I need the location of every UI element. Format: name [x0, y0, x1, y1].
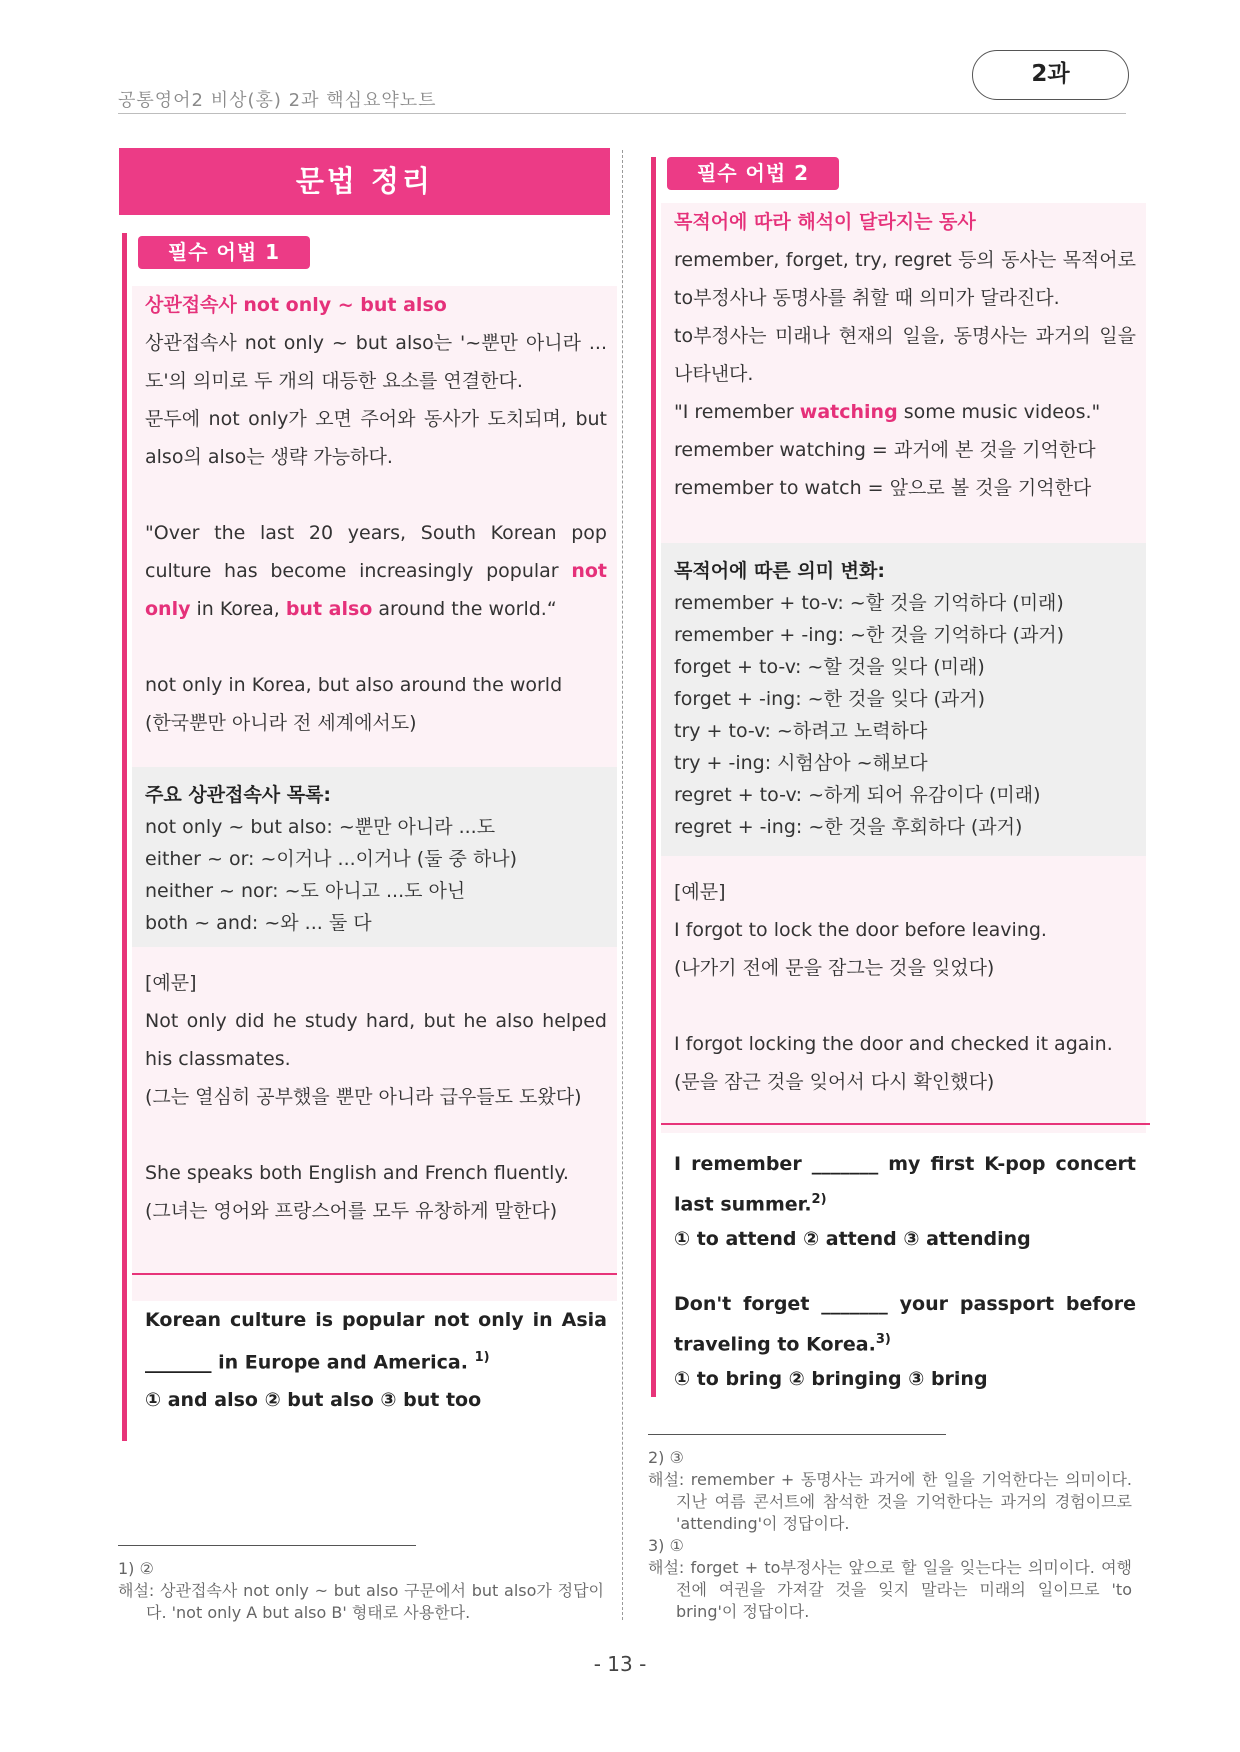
section-rule — [132, 1273, 617, 1275]
examples-label: [예문] — [674, 881, 726, 903]
example-sentence: Not only did he study hard, but he also helped his classmates. — [145, 1010, 607, 1070]
footnote-number: 2) ③ — [648, 1448, 684, 1467]
grammar-section-2 — [651, 157, 1141, 1397]
practice-question-3 — [661, 1287, 1146, 1397]
quote-text: in Korea, — [190, 598, 286, 620]
list-item: forget + -ing: ~한 것을 잊다 (과거) — [674, 688, 986, 710]
list-item: regret + to-v: ~하게 되어 유감이다 (미래) — [674, 784, 1041, 806]
list-item: both ~ and: ~와 ... 둘 다 — [145, 912, 372, 934]
examples-block-2 — [661, 856, 1146, 1133]
example-sentence: I forgot locking the door and checked it again. — [674, 1033, 1113, 1055]
explanation-paragraph: 상관접속사 not only ~ but also는 '~뿐만 아니라 ...도'의 의미로 두 개의 대등한 요소를 연결한다. — [145, 332, 607, 392]
answer-options: ① and also ② but also ③ but too — [145, 1389, 482, 1412]
example-translation: (그는 열심히 공부했을 뿐만 아니라 급우들도 도왔다) — [145, 1086, 582, 1108]
footnote-number: 3) ① — [648, 1536, 684, 1555]
list-title: 목적어에 따른 의미 변화: — [674, 560, 885, 582]
quote-highlight: not only — [145, 560, 607, 620]
practice-question-1 — [132, 1301, 617, 1421]
chapter-badge: 2과 — [972, 50, 1129, 100]
page-number: - 13 - — [593, 1652, 647, 1676]
answer-options: ① to bring ② bringing ③ bring — [674, 1368, 988, 1391]
list-item: regret + -ing: ~한 것을 후회하다 (과거) — [674, 816, 1023, 838]
footnote-ref: 2) — [811, 1192, 827, 1207]
list-item: remember + to-v: ~할 것을 기억하다 (미래) — [674, 592, 1064, 614]
quote-text: "Over the last 20 years, South Korean pop culture has become increasingly popular — [145, 522, 607, 582]
example-sentence: She speaks both English and French fluently. — [145, 1162, 569, 1184]
quote-highlight: but also — [285, 598, 373, 620]
question-stem: I remember _______ my first K-pop concert last summer. — [674, 1153, 1136, 1216]
question-text — [674, 1147, 1136, 1222]
question-stem: Korean culture is popular not only in Asia _______ in Europe and America. — [145, 1309, 607, 1374]
grammar-heading-1: 상관접속사 not only ~ but also — [145, 294, 447, 316]
main-title: 문법 정리 — [119, 148, 610, 215]
footnotes-left — [118, 1558, 604, 1624]
column-divider — [622, 150, 623, 1620]
example-quote — [145, 514, 607, 628]
explanation-paragraph: remember, forget, try, regret 등의 동사는 목적어로 to부정사나 동명사를 취할 때 의미가 달라진다. — [674, 249, 1136, 309]
section-rule — [661, 1123, 1150, 1125]
explanation-paragraph: to부정사는 미래나 현재의 일을, 동명사는 과거의 일을 나타낸다. — [674, 325, 1136, 385]
example-phrase-translation: (한국뿐만 아니라 전 세계에서도) — [145, 712, 417, 734]
grammar-heading-2: 목적어에 따라 해석이 달라지는 동사 — [674, 211, 976, 233]
list-item: remember + -ing: ~한 것을 기억하다 (과거) — [674, 624, 1065, 646]
list-title: 주요 상관접속사 목록: — [145, 784, 332, 806]
conjunction-list-block — [132, 767, 617, 947]
footnotes-right — [648, 1447, 1132, 1623]
list-item: try + to-v: ~하려고 노력하다 — [674, 720, 928, 742]
document-header-title: 공통영어2 비상(홍) 2과 핵심요약노트 — [118, 90, 437, 111]
example-translation: (문을 잠근 것을 잊어서 다시 확인했다) — [674, 1071, 995, 1093]
list-item: try + -ing: 시험삼아 ~해보다 — [674, 752, 928, 774]
examples-block-1 — [132, 947, 617, 1301]
practice-question-2 — [661, 1147, 1146, 1262]
quote-text: around the world.“ — [372, 598, 557, 620]
example-sentence: I forgot to lock the door before leaving. — [674, 919, 1047, 941]
footnote-rule-right — [648, 1434, 946, 1435]
list-item: either ~ or: ~이거나 ...이거나 (둘 중 하나) — [145, 848, 518, 870]
quote-text: "I remember — [674, 401, 800, 423]
footnote-text: 해설: remember + 동명사는 과거에 한 일을 기억한다는 의미이다. 지난 여름 콘서트에 참석한 것을 기억한다는 과거의 경험이므로 'attending'이 정답이다. — [648, 1470, 1132, 1533]
equation-line: remember to watch = 앞으로 볼 것을 기억한다 — [674, 477, 1092, 499]
list-item: neither ~ nor: ~도 아니고 ...도 아닌 — [145, 880, 466, 902]
quote-highlight: watching — [799, 401, 898, 423]
explanation-block-1 — [132, 286, 617, 787]
explanation-paragraph: 문두에 not only가 오면 주어와 동사가 도치되며, but also의 also는 생략 가능하다. — [145, 408, 607, 468]
footnote-text: 해설: 상관접속사 not only ~ but also 구문에서 but also가 정답이다. 'not only A but also B' 형태로 사용한다. — [118, 1581, 604, 1622]
grammar-section-1 — [122, 233, 612, 1441]
equation-line: remember watching = 과거에 본 것을 기억한다 — [674, 439, 1096, 461]
examples-label: [예문] — [145, 972, 197, 994]
footnote-ref: 1) — [474, 1350, 490, 1365]
header-rule — [118, 113, 1126, 114]
footnote-ref: 3) — [875, 1332, 891, 1347]
question-text — [145, 1301, 607, 1381]
meaning-list-block — [661, 543, 1146, 856]
footnote-number: 1) ② — [118, 1559, 154, 1578]
example-phrase: not only in Korea, but also around the world — [145, 674, 563, 696]
grammar-point-2-label: 필수 어법 2 — [667, 157, 839, 190]
example-translation: (그녀는 영어와 프랑스어를 모두 유창하게 말한다) — [145, 1200, 558, 1222]
footnote-text: 해설: forget + to부정사는 앞으로 할 일을 잊는다는 의미이다. 여행 전에 여권을 가져갈 것을 잊지 말라는 미래의 일이므로 'to bring'이 정답이다. — [648, 1558, 1132, 1621]
question-stem: Don't forget _______ your passport before traveling to Korea. — [674, 1293, 1136, 1356]
grammar-point-1-label: 필수 어법 1 — [138, 236, 310, 269]
explanation-block-2 — [661, 203, 1146, 587]
list-item: forget + to-v: ~할 것을 잊다 (미래) — [674, 656, 985, 678]
quote-text: some music videos." — [897, 401, 1101, 423]
footnote-rule-left — [118, 1545, 416, 1546]
example-translation: (나가기 전에 문을 잠그는 것을 잊었다) — [674, 957, 995, 979]
question-text — [674, 1287, 1136, 1362]
list-item: not only ~ but also: ~뿐만 아니라 ...도 — [145, 816, 496, 838]
example-quote — [674, 393, 1136, 431]
answer-options: ① to attend ② attend ③ attending — [674, 1228, 1031, 1251]
